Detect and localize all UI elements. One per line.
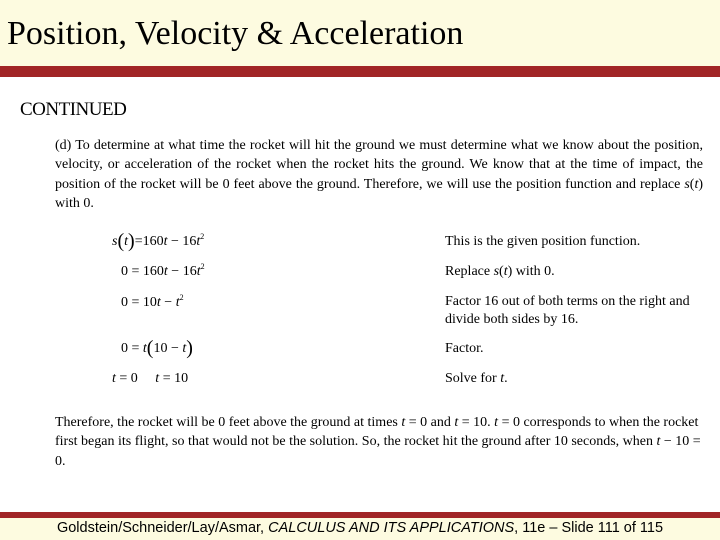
- equation-replace-s: $0 = 160t - 16t^2$: [121, 262, 205, 279]
- top-divider: [0, 66, 720, 77]
- footer-citation: Goldstein/Schneider/Lay/Asmar, CALCULUS AND ITS APPLICATIONS, 11e – Slide 111 of 115: [56, 520, 664, 536]
- footer-banner: [0, 518, 720, 540]
- step-note-2: Replace s(t) with 0.: [445, 264, 555, 279]
- step-note-3: Factor 16 out of both terms on the right and divide both sides by 16.: [445, 294, 690, 327]
- equation-position-function: $s(t)=160t - 16t^2$: [112, 230, 205, 252]
- title-banner: [0, 0, 720, 66]
- intro-paragraph: (d) To determine at what time the rocket will hit the ground we must determine what we know about the position, velocity, or acceleration of the rocket when the rocket hits the ground. We know that at the time of impact, the position of the rocket will be 0 feet above the ground. Therefore, we will use the position function and replace s(t) with 0.: [55, 138, 703, 211]
- equation-divide-by-16: $0 = 10t - t^2$: [121, 293, 184, 310]
- step-note-5: Solve for t.: [445, 371, 508, 386]
- step-note-1: This is the given position function.: [445, 234, 641, 249]
- equation-factored: 0 = t(10 − t): [121, 337, 193, 359]
- equation-solutions: t = 0 t = 10: [112, 371, 189, 386]
- conclusion-paragraph: Therefore, the rocket will be 0 feet above the ground at times t = 0 and t = 10. t = 0 corresponds to when the rocket first began its flight, so that would not be the solution. So, the rocket hit the ground after 10 seconds, when t − 10 = 0.: [55, 415, 701, 469]
- slide-title: Position, Velocity & Acceleration: [7, 15, 464, 52]
- section-subheading: CONTINUED: [20, 99, 127, 120]
- step-note-4: Factor.: [445, 341, 484, 356]
